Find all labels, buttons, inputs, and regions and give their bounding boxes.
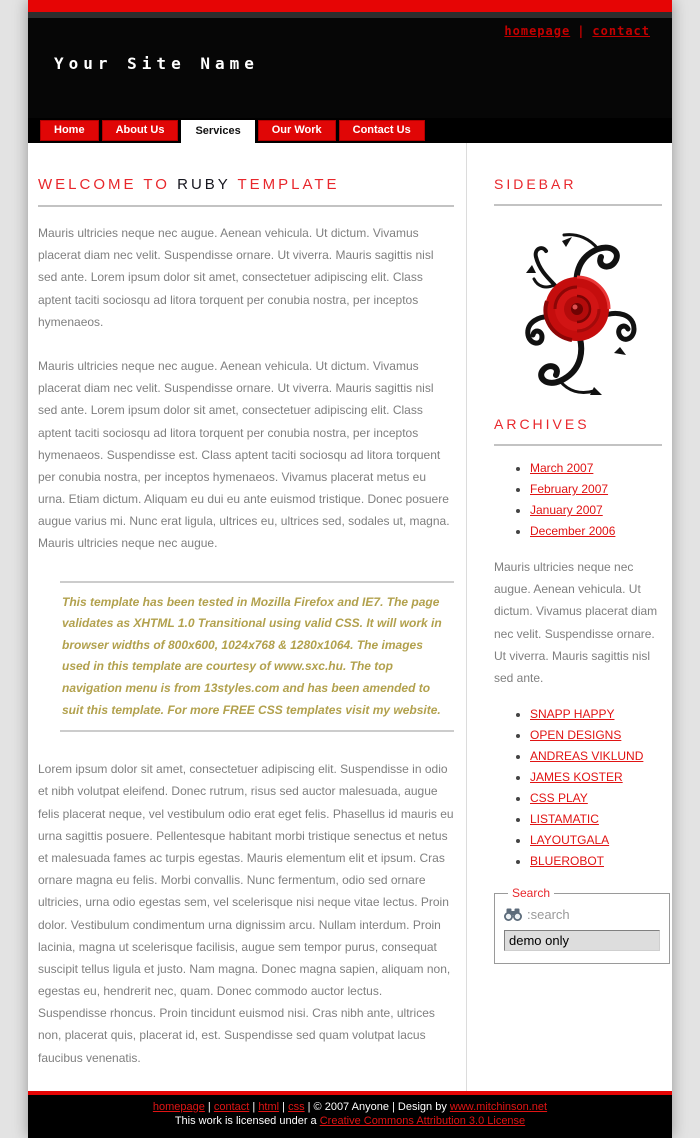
list-item	[530, 749, 662, 763]
nav-tab-services[interactable]: Services	[181, 120, 254, 143]
heading-divider	[38, 205, 454, 207]
page-title	[38, 176, 454, 193]
list-item	[530, 812, 662, 826]
rose-tribal-illustration	[502, 221, 654, 399]
top-accent-bar	[28, 0, 672, 12]
paragraph: Mauris ultricies neque nec augue. Aenean vehicula. Ut dictum. Vivamus placerat diam nec velit. Suspendisse ornare. Ut viverra. Mauris sagittis nisl sed ante. Lorem ipsum dolor sit amet, consectetuer adipiscing elit. Class aptent taciti sociosqu ad litora torquent per conubia nostra, per inceptos hymenaeos. Suspendisse est. Class aptent taciti sociosqu ad litora torquent per conubia nostra, per inceptos hymenaeos. Vivamus placerat metus eu urna. Etiam dictum. Aliquam eu dui eu ante euismod tristique. Donec posuere augue varius mi. Nunc erat ligula, ultrices eu, ultrices sed, sodales ut, magna. Mauris ultricies neque nec augue.	[38, 358, 450, 551]
list-item	[530, 503, 662, 517]
template-note-blockquote: This template has been tested in Mozilla Firefox and IE7. The page validates as XHTML 1.0 Transitional using valid CSS. It will work in browser widths of 800x600, 1024x768 & 1280x1064. The images used in this template are courtesy of www.sxc.hu. The top navigation menu is from 13styles.com and has been amended to suit this template. For more FREE CSS templates visit my website.	[60, 581, 454, 733]
footer-separator: |	[204, 1100, 214, 1113]
paragraph: Lorem ipsum dolor sit amet, consectetuer adipiscing elit. Suspendisse in odio et nibh volutpat eleifend. Donec rutrum, risus sed auctor malesuada, augue felis placerat neque, vel vestibulum odio erat eget felis. Phasellus id mauris eu urna sagittis posuere. Pellentesque habitant morbi tristique senectus et netus et malesuada fames ac turpis egestas. Mauris elementum elit et ipsum. Cras ornare magna eu felis. Morbi convallis. Nunc fermentum, odio sed ornare ultricies, urna odio egestas sem, vel scelerisque nisi neque vitae lectus. Proin dolor. Vestibulum condimentum urna dignissim arcu. Nullam interdum. Proin lacinia, magna ut scelerisque facilisis, augue sem tempor purus, consequat suscipit tellus ligula et justo. Nam magna. Donec magna sapien, aliquam non, egestas eu, hendrerit nec, quam. Donec commodo auctor lectus. Suspendisse rhoncus. Proin tincidunt euismod nisi. Cras nibh ante, ultrices non, placerat quis, placerat id, est. Suspendisse sed quam volutpat lacus faucibus venenatis.	[38, 762, 454, 1065]
header-utility-links	[504, 24, 650, 38]
sidebar-paragraph: Mauris ultricies neque nec augue. Aenean vehicula. Ut dictum. Vivamus placerat diam nec velit. Suspendisse ornare. Ut viverra. Mauris sagittis nisl sed ante.	[494, 560, 658, 685]
link-bluerobot[interactable]: BLUEROBOT	[530, 854, 605, 869]
contact-link[interactable]: contact	[592, 24, 650, 38]
list-item	[530, 770, 662, 784]
link-andreas-viklund[interactable]: ANDREAS VIKLUND	[530, 749, 644, 764]
archives-section	[494, 416, 662, 538]
page-container	[28, 0, 672, 1138]
page-title-accent: RUBY	[177, 176, 231, 193]
link-listamatic[interactable]: LISTAMATIC	[530, 812, 599, 827]
search-label-text: :search	[527, 907, 570, 923]
archives-heading: ARCHIVES	[494, 416, 590, 432]
list-item	[530, 833, 662, 847]
footer-separator: |	[249, 1100, 259, 1113]
license-text: This work is licensed under a	[174, 1114, 320, 1127]
link-open-designs[interactable]: OPEN DESIGNS	[530, 728, 622, 743]
link-layoutgala[interactable]: LAYOUTGALA	[530, 833, 610, 848]
search-legend: Search	[512, 886, 551, 901]
site-footer	[28, 1091, 672, 1138]
content-area	[28, 143, 672, 1091]
nav-tab-about-us[interactable]: About Us	[102, 120, 179, 141]
page-title-lead: WELCOME TO	[38, 176, 178, 193]
footer-homepage-link[interactable]: homepage	[152, 1100, 205, 1113]
archives-list	[494, 461, 662, 538]
sidebar-divider	[494, 204, 662, 206]
archives-divider	[494, 444, 662, 446]
binoculars-icon	[504, 908, 522, 921]
nav-tab-contact-us[interactable]: Contact Us	[339, 120, 425, 141]
archive-link-december-2006[interactable]: December 2006	[530, 524, 616, 538]
site-title: Your Site Name	[54, 54, 259, 73]
link-separator: |	[577, 24, 586, 38]
link-james-koster[interactable]: JAMES KOSTER	[530, 770, 623, 785]
footer-html-link[interactable]: html	[258, 1100, 280, 1113]
blogroll-list	[494, 707, 662, 868]
nav-tab-home[interactable]: Home	[40, 120, 99, 141]
list-item	[530, 707, 662, 721]
list-item	[530, 854, 662, 868]
footer-license-line	[28, 1114, 672, 1128]
link-snapp-happy[interactable]: SNAPP HAPPY	[530, 707, 615, 722]
search-input[interactable]	[504, 930, 660, 951]
archive-link-january-2007[interactable]: January 2007	[530, 503, 603, 517]
rose-image	[494, 221, 662, 404]
link-css-play[interactable]: CSS PLAY	[530, 791, 588, 806]
site-header	[28, 18, 672, 118]
archive-link-february-2007[interactable]: February 2007	[530, 482, 609, 496]
sidebar-heading: SIDEBAR	[494, 176, 577, 192]
list-item	[530, 524, 662, 538]
list-item	[530, 728, 662, 742]
nav-tab-our-work[interactable]: Our Work	[258, 120, 336, 141]
search-label-row	[504, 907, 660, 922]
sidebar	[467, 143, 672, 1091]
footer-design-link[interactable]: www.mitchinson.net	[449, 1100, 548, 1113]
homepage-link[interactable]: homepage	[504, 24, 571, 38]
list-item	[530, 461, 662, 475]
footer-separator: |	[279, 1100, 289, 1113]
paragraph: Mauris ultricies neque nec augue. Aenean vehicula. Ut dictum. Vivamus placerat diam nec velit. Suspendisse ornare. Ut viverra. Mauris sagittis nisl sed ante. Lorem ipsum dolor sit amet, consectetuer adipiscing elit. Class aptent taciti sociosqu ad litora torquent per conubia nostra, per inceptos hymenaeos.	[38, 226, 434, 329]
license-link[interactable]: Creative Commons Attribution 3.0 License	[319, 1114, 526, 1127]
list-item	[530, 791, 662, 805]
search-fieldset	[494, 886, 670, 964]
footer-css-link[interactable]: css	[288, 1100, 305, 1113]
list-item	[530, 482, 662, 496]
footer-links-line	[28, 1100, 672, 1114]
archive-link-march-2007[interactable]: March 2007	[530, 461, 594, 475]
page-title-tail: TEMPLATE	[230, 176, 340, 193]
footer-contact-link[interactable]: contact	[213, 1100, 250, 1113]
main-navigation	[28, 118, 672, 143]
footer-copyright-text: | © 2007 Anyone | Design by	[304, 1100, 450, 1113]
main-column	[28, 143, 467, 1091]
